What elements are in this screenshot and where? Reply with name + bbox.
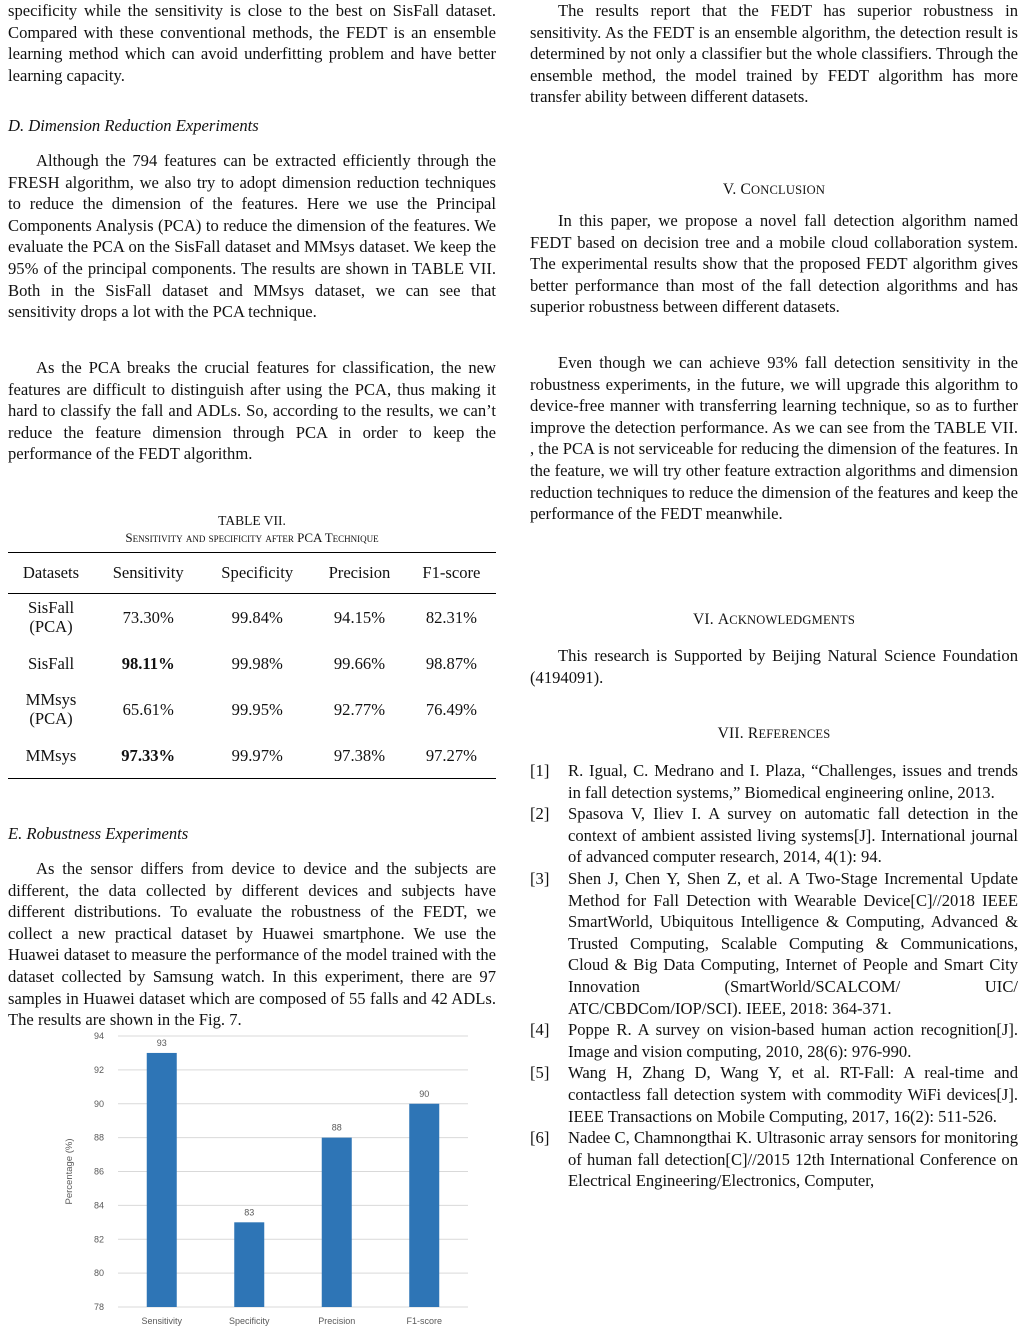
table-row <box>8 640 496 686</box>
table-header-cell: Sensitivity <box>94 553 202 594</box>
acknowledgments-paragraph: This research is Supported by Beijing Natural Science Foundation (4194091). <box>530 646 1018 687</box>
section-d-title: D. Dimension Reduction Experiments <box>8 116 259 135</box>
table-cell: 73.30% <box>122 607 174 627</box>
table-cell: 99.66% <box>333 653 386 673</box>
section-e-paragraph-1: As the sensor differs from device to device and the subjects are different, the data collected by different devices and subjects have different distributions. To evaluate the robustness of the FEDT, we collect a new practical dataset by Huawei smartphone. We use the Huawei dataset to measure the performance of the model trained with the dataset collected by Samsung watch. In this experiment, there are 97 samples in Huawei dataset which are composed of 55 falls and 42 ADLs. The results are shown in the Fig. 7. <box>8 859 496 1030</box>
table-label: TABLE VII. <box>218 513 286 528</box>
table-header-cell: F1-score <box>407 553 496 594</box>
acknowledgments-heading: VI. ACKNOWLEDGMENTS <box>692 611 856 628</box>
y-tick-label: 82 <box>93 1234 104 1245</box>
table-header-cell: Datasets <box>8 553 94 594</box>
table-caption <box>8 512 496 546</box>
table-cell: 76.49% <box>425 699 477 719</box>
table-cell: 97.33% <box>94 732 202 779</box>
reference-item: [5] Wang H, Zhang D, Wang Y, et al. RT-Fall: A real-time and contactless fall detection system with commodity WiFi devices[J]. IEEE Transactions on Mobile Computing, 2017, 16(2): 511-526. <box>530 1063 1018 1126</box>
bar-chart <box>48 1020 488 1340</box>
bar <box>234 1222 264 1307</box>
table-cell: 99.95% <box>231 699 283 719</box>
table-cell: 94.15% <box>333 607 386 627</box>
bar <box>409 1104 439 1307</box>
robustness-paragraph: The results report that the FEDT has superior robustness in sensitivity. As the FEDT is an ensemble algorithm, the detection result is determined by not only a classifier but the whole classifiers. Through the ensemble method, the model trained by FEDT algorithm has more transfer ability between different datasets. <box>530 1 1018 107</box>
table-header-cell: Specificity <box>202 553 312 594</box>
table-cell: 99.97% <box>202 732 312 779</box>
data-label: 88 <box>331 1122 342 1133</box>
x-tick-label: Specificity <box>228 1316 270 1326</box>
y-tick-label: 78 <box>93 1302 104 1312</box>
section-d-paragraph-2: As the PCA breaks the crucial features for classification, the new features are difficult to distinguish after using the PCA, thus making it hard to classify the fall and ADLs. So, according to the results, we can’t reduce the feature dimension through PCA in order to keep the performance of the FEDT algorithm. <box>8 358 496 464</box>
table-row <box>8 686 496 732</box>
table-cell: 97.27% <box>407 732 496 779</box>
results-table <box>8 552 496 779</box>
reference-item: [1] R. Igual, C. Medrano and I. Plaza, “Challenges, issues and trends in fall detection systems,” Biomedical engineering online, 2013. <box>530 761 1018 802</box>
table-cell: 82.31% <box>425 607 477 627</box>
table-cell: SisFall (PCA) <box>27 598 75 636</box>
intro-paragraph: specificity while the sensitivity is close to the best on SisFall dataset. Compared with these conventional methods, the FEDT is an ensemble learning method which can avoid underfitting problem and have better learning capacity. <box>8 1 496 85</box>
y-tick-label: 88 <box>93 1132 104 1143</box>
section-e-title: E. Robustness Experiments <box>8 824 189 843</box>
x-tick-label: Precision <box>318 1316 356 1326</box>
table-cell: 65.61% <box>122 699 174 719</box>
y-axis-label: Percentage (%) <box>64 1138 75 1205</box>
table-header-cell: Precision <box>312 553 407 594</box>
y-tick-label: 94 <box>93 1031 104 1041</box>
bar <box>322 1138 352 1307</box>
data-label: 83 <box>244 1207 255 1218</box>
y-tick-label: 90 <box>93 1098 104 1109</box>
x-tick-label: F1-score <box>406 1316 443 1326</box>
reference-item: [6] Nadee C, Chamnongthai K. Ultrasonic array sensors for monitoring of human fall detection[C]//2015 12th International Conference on Electrical Engineering/Electronics, Computer, <box>530 1128 1018 1191</box>
conclusion-paragraph-2: Even though we can achieve 93% fall detection sensitivity in the robustness experiments, in the future, we will upgrade this algorithm to device-free manner with transferring learning technique, so as to further improve the detection performance. As we can see from the TABLE VII. , the PCA is not serviceable for reducing the dimension of the features. In the feature, we will try other feature extraction algorithms and dimension reduction techniques to reduce the dimension of the features and keep the performance of the FEDT meanwhile. <box>530 353 1019 524</box>
table-row <box>8 732 496 779</box>
table-cell: 98.11% <box>121 653 175 673</box>
data-label: 90 <box>419 1088 430 1099</box>
data-label: 93 <box>156 1037 167 1048</box>
reference-item: [3] Shen J, Chen Y, Shen Z, et al. A Two-Stage Incremental Update Method for Fall Detection with Wearable Device[C]//2018 IEEE SmartWorld, Ubiquitous Intelligence & Computing, Advanced & Trusted Computing, Scalable Computing & Communications, Cloud & Big Data Computing, Internet of People and Smart City Innovation (SmartWorld/SCALCOM/ UIC/ ATC/CBDCom/IOP/SCI). IEEE, 2018: 364-371. <box>530 868 1018 1018</box>
y-tick-label: 80 <box>93 1268 104 1279</box>
reference-list <box>530 760 1018 1192</box>
table-cell: MMsys (PCA) <box>25 690 77 728</box>
table-cell: 92.77% <box>333 699 386 719</box>
y-tick-label: 92 <box>93 1064 104 1075</box>
reference-item: [2] Spasova V, Iliev I. A survey on automatic fall detection in the context of ambient assisted living systems[J]. International journal of advanced computer research, 2014, 4(1): 94. <box>530 804 1018 867</box>
table-cell: SisFall <box>27 653 75 673</box>
section-d-paragraph-1: Although the 794 features can be extracted efficiently through the FRESH algorithm, we also try to adopt dimension reduction techniques to reduce the dimension of the features. Here we use the Principal Components Analysis (PCA) to reduce the dimension of the features. We evaluate the PCA on the SisFall dataset and MMsys dataset. We keep the 95% of the principal components. The results are shown in TABLE VII. Both in the SisFall dataset and MMsys dataset, we can see that sensitivity drops a lot with the PCA technique. <box>8 151 496 322</box>
table-cell: 99.98% <box>231 653 283 673</box>
references-heading: VII. REFERENCES <box>717 725 831 742</box>
table-header-row <box>8 553 496 594</box>
y-tick-label: 84 <box>93 1200 104 1211</box>
table-row <box>8 594 496 641</box>
conclusion-heading: V. CONCLUSION <box>722 181 826 198</box>
table-cell: MMsys <box>8 732 94 779</box>
bar <box>147 1053 177 1307</box>
y-tick-label: 86 <box>93 1166 104 1177</box>
x-tick-label: Sensitivity <box>141 1316 183 1326</box>
table-cell: 98.87% <box>425 653 477 673</box>
reference-item: [4] Poppe R. A survey on vision-based human action recognition[J]. Image and vision computing, 2010, 28(6): 976-990. <box>530 1020 1018 1061</box>
conclusion-paragraph-1: In this paper, we propose a novel fall detection algorithm named FEDT based on decision tree and a mobile cloud collaboration system. The experimental results show that the proposed FEDT algorithm gives better performance than most of the fall detection algorithms and has superior robustness between different datasets. <box>530 211 1018 317</box>
table-title: Sensitivity and specificity after PCA Technique <box>125 530 379 545</box>
table-cell: 99.84% <box>231 607 283 627</box>
table-cell: 97.38% <box>312 732 407 779</box>
